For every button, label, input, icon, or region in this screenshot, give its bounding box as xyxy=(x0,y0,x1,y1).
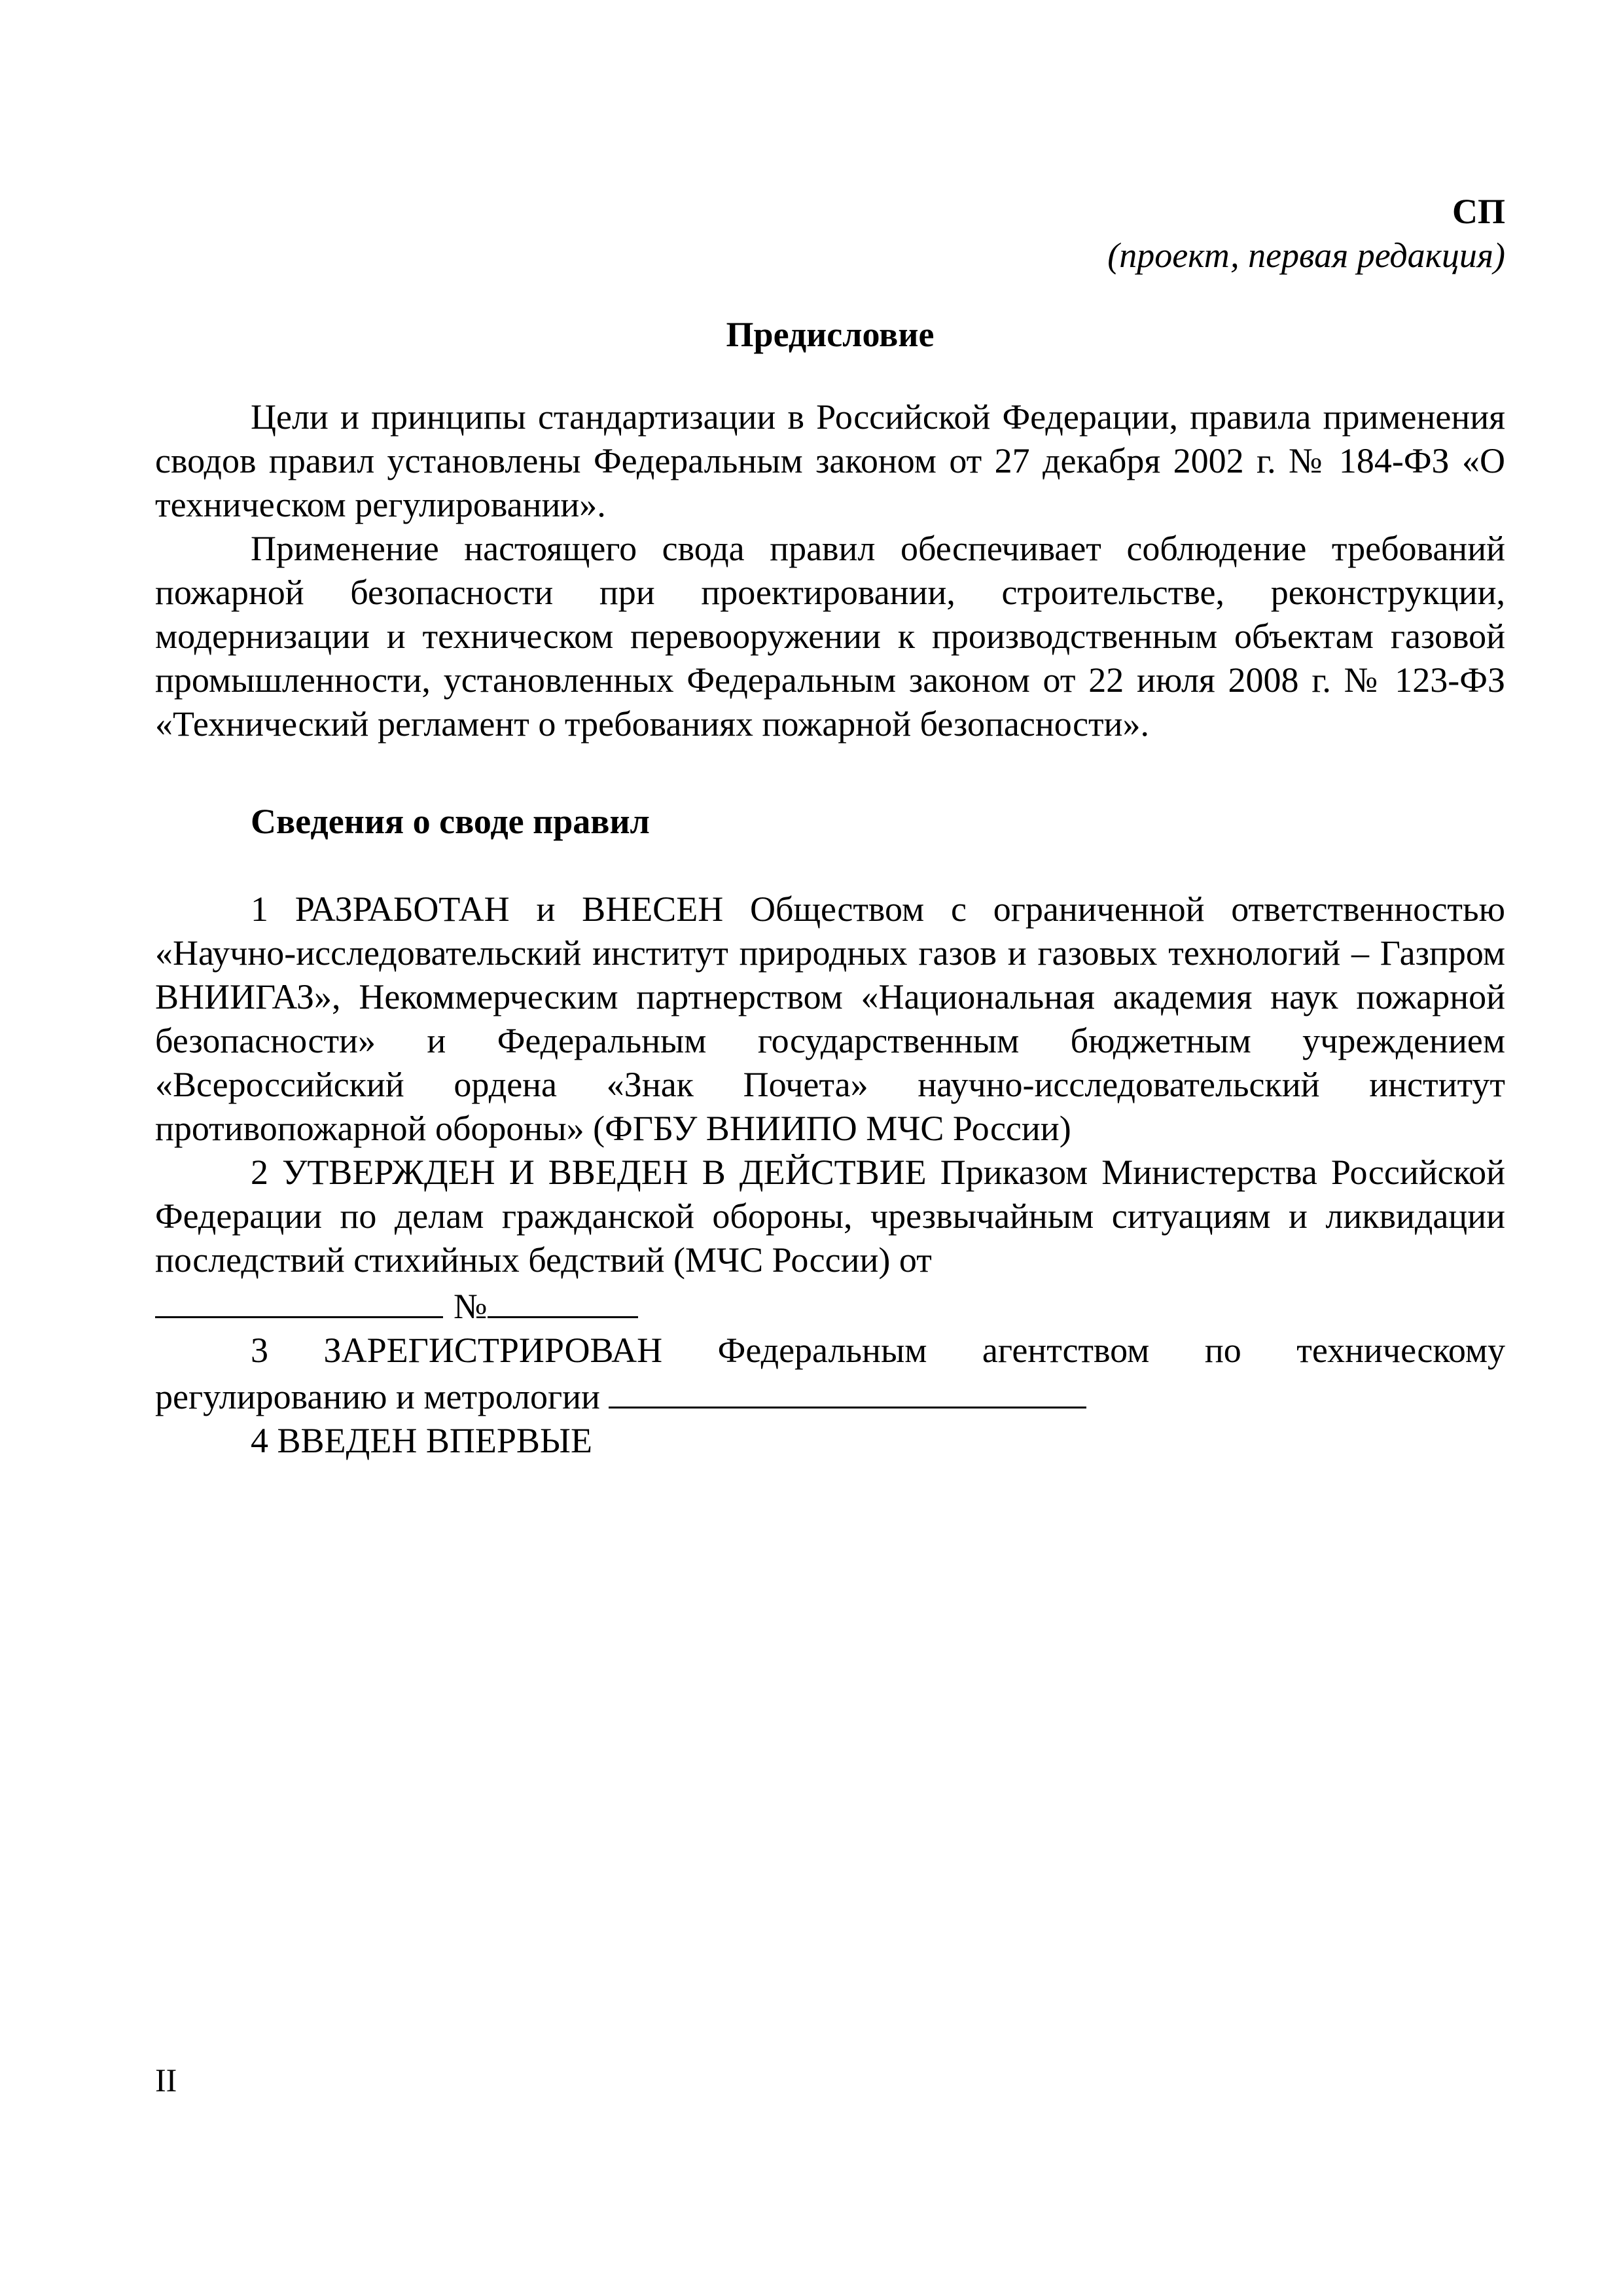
approval-number-sign: № xyxy=(454,1287,488,1326)
approval-number-blank xyxy=(488,1282,638,1318)
foreword-paragraph-2: Применение настоящего свода правил обеспечивает соблюдение требований пожарной безопасности при проектировании, строительстве, реконструкции, модернизации и техническом перевооружении к производственным объектам газовой промышленности, установленных Федеральным законом от 22 июля 2008 г. № 123-ФЗ «Технический регламент о требованиях пожарной безопасности». xyxy=(155,529,1505,744)
info-title: Сведения о своде правил xyxy=(251,802,650,841)
info-item-3-text: 3 ЗАРЕГИСТРИРОВАН Федеральным агентством по техническому регулированию и метрологии xyxy=(155,1331,1505,1416)
info-item-4: 4 ВВЕДЕН ВПЕРВЫЕ xyxy=(251,1421,592,1460)
foreword-paragraph-1: Цели и принципы стандартизации в Российской Федерации, правила применения сводов правил установлены Федеральным законом от 27 декабря 2002 г. № 184-ФЗ «О техническом регулировании». xyxy=(155,397,1505,524)
document-status: (проект, первая редакция) xyxy=(1107,236,1505,275)
info-item-1: 1 РАЗРАБОТАН и ВНЕСЕН Обществом с ограниченной ответственностью «Научно-исследовательский институт природных газов и газовых технологий – Газпром ВНИИГАЗ», Некоммерческим партнерством «Национальная академия наук пожарной безопасности» и Федеральным государственным бюджетным учреждением «Всероссийский ордена «Знак Почета» научно-исследовательский институт противопожарной обороны» (ФГБУ ВНИИПО МЧС России) xyxy=(155,889,1505,1148)
approval-date-blank xyxy=(155,1282,443,1318)
registration-blank xyxy=(609,1372,1086,1408)
page-content xyxy=(155,190,1505,1463)
info-item-2 xyxy=(155,1151,1505,1282)
page-number: II xyxy=(155,2062,177,2098)
info-item-2-blank-line xyxy=(155,1282,1505,1329)
info-item-3 xyxy=(155,1329,1505,1419)
document-code: СП xyxy=(1452,192,1505,231)
info-item-2-text: 2 УТВЕРЖДЕН И ВВЕДЕН В ДЕЙСТВИЕ Приказом Министерства Российской Федерации по делам гражданской обороны, чрезвычайным ситуациям и ликвидации последствий стихийных бедствий (МЧС России) от xyxy=(155,1153,1505,1280)
foreword-title: Предисловие xyxy=(726,315,935,354)
